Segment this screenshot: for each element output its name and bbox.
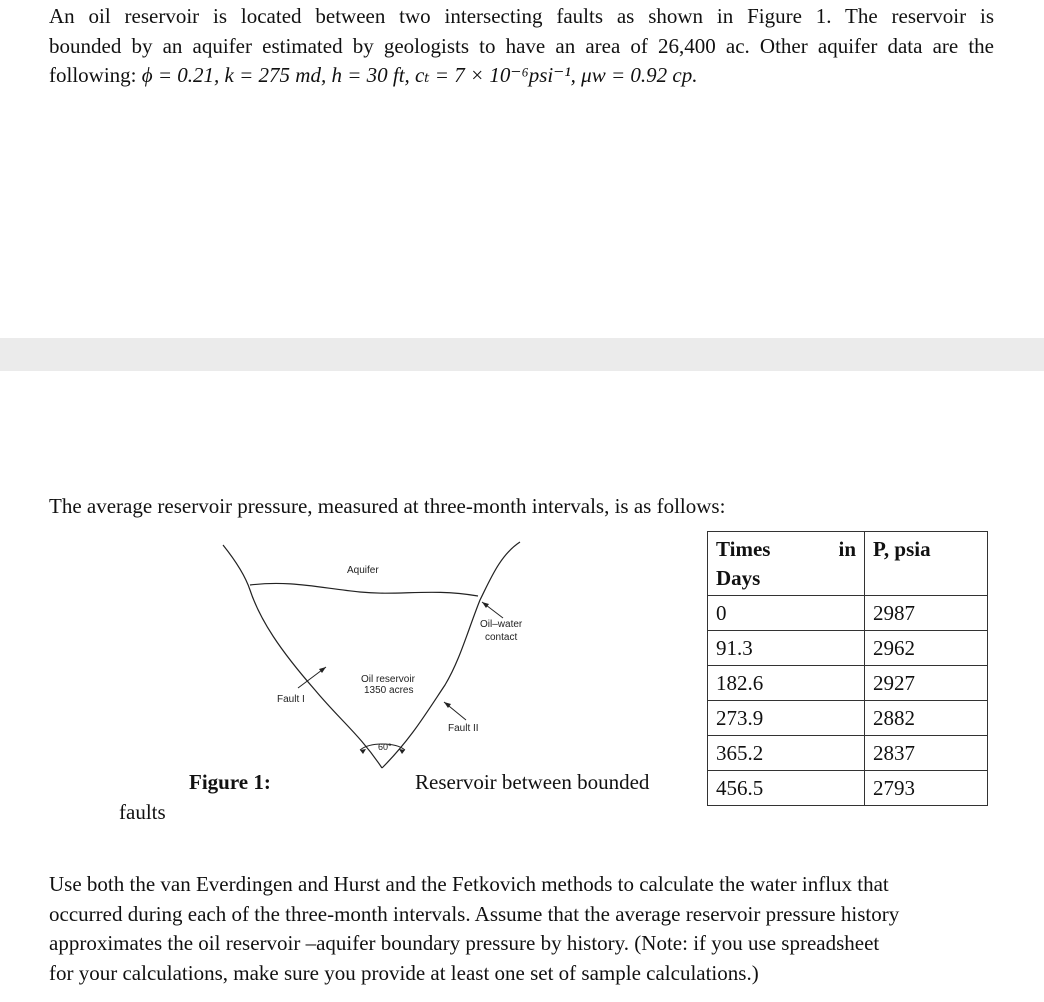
pressure-cell: 2927 bbox=[865, 666, 988, 701]
table-row bbox=[708, 701, 988, 736]
pressure-cell: 2962 bbox=[865, 631, 988, 666]
header-days-word: Days bbox=[716, 566, 761, 590]
label-aquifer: Aquifer bbox=[347, 565, 379, 576]
fault-i-line bbox=[223, 545, 382, 768]
time-cell: 91.3 bbox=[708, 631, 865, 666]
aquifer-data-equation: ϕ = 0.21, k = 275 md, h = 30 ft, cₜ = 7 × 10⁻⁶psi⁻¹, μw = 0.92 cp. bbox=[141, 63, 698, 87]
header-time-word: Times bbox=[716, 537, 771, 561]
time-cell: 456.5 bbox=[708, 771, 865, 806]
problem-intro bbox=[49, 2, 994, 91]
label-oil-reservoir-1: Oil reservoir bbox=[361, 674, 415, 685]
separator-band bbox=[0, 338, 1044, 371]
time-cell: 273.9 bbox=[708, 701, 865, 736]
task-line-1: Use both the van Everdingen and Hurst and the Fetkovich methods to calculate the water influx that bbox=[49, 872, 889, 896]
pressure-cell: 2987 bbox=[865, 596, 988, 631]
header-pressure: P, psia bbox=[865, 532, 988, 596]
label-oil-water-2: contact bbox=[485, 632, 518, 643]
label-fault-i: Fault I bbox=[277, 694, 305, 705]
figure-caption-wrap: faults bbox=[119, 800, 166, 824]
header-time bbox=[708, 532, 865, 596]
avg-pressure-intro: The average reservoir pressure, measured at three-month intervals, is as follows: bbox=[49, 494, 726, 518]
time-cell: 182.6 bbox=[708, 666, 865, 701]
table-header-row bbox=[708, 532, 988, 596]
intro-line-3 bbox=[49, 61, 994, 91]
figure-caption-label: Figure 1: bbox=[189, 770, 271, 794]
pressure-cell: 2837 bbox=[865, 736, 988, 771]
intro-line-2: bounded by an aquifer estimated by geologists to have an area of 26,400 ac. Other aquifer data are the bbox=[49, 33, 994, 58]
table-row bbox=[708, 631, 988, 666]
table-row bbox=[708, 596, 988, 631]
table-row bbox=[708, 666, 988, 701]
table-row bbox=[708, 736, 988, 771]
task-line-3: approximates the oil reservoir –aquifer boundary pressure by history. (Note: if you use spreadsheet bbox=[49, 931, 880, 955]
pressure-table bbox=[707, 531, 988, 806]
fault-ii-line bbox=[382, 542, 520, 768]
task-paragraph bbox=[49, 870, 994, 988]
label-oil-water-1: Oil–water bbox=[480, 619, 523, 630]
pressure-cell: 2882 bbox=[865, 701, 988, 736]
time-cell: 365.2 bbox=[708, 736, 865, 771]
label-angle: 60° bbox=[378, 742, 392, 752]
pressure-cell: 2793 bbox=[865, 771, 988, 806]
header-in-word: in bbox=[838, 537, 856, 561]
table-row bbox=[708, 771, 988, 806]
oil-water-contact-line bbox=[250, 583, 478, 596]
task-line-2: occurred during each of the three-month intervals. Assume that the average reservoir pressure history bbox=[49, 901, 900, 926]
task-line-4: for your calculations, make sure you provide at least one set of sample calculations.) bbox=[49, 960, 759, 985]
time-cell: 0 bbox=[708, 596, 865, 631]
label-fault-ii: Fault II bbox=[448, 723, 479, 734]
intro-line-3-prefix: following: bbox=[49, 63, 142, 87]
label-oil-reservoir-2: 1350 acres bbox=[364, 685, 414, 696]
figure-caption-text: Reservoir between bounded bbox=[415, 770, 650, 794]
intro-line-1: An oil reservoir is located between two intersecting faults as shown in Figure 1. The reservoir is bbox=[49, 4, 994, 28]
reservoir-fault-diagram bbox=[210, 530, 540, 775]
